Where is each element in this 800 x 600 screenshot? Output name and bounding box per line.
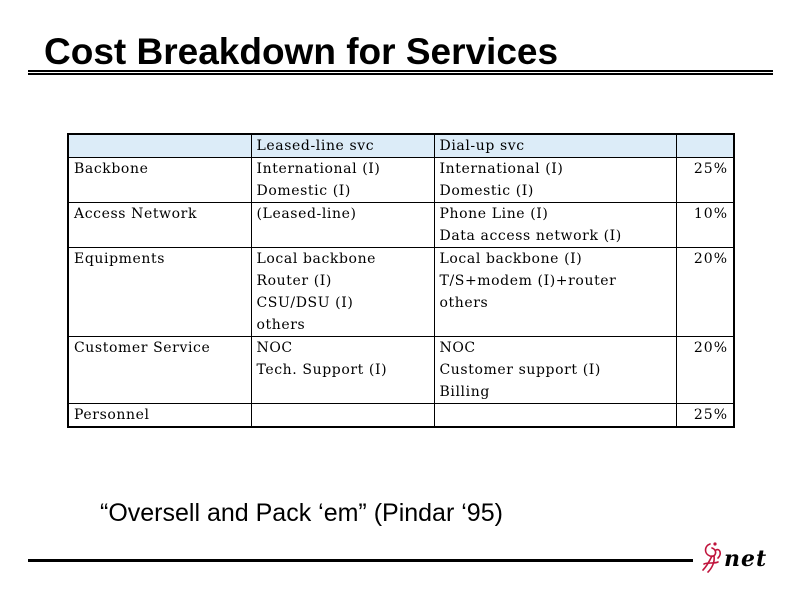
table-row	[68, 248, 734, 271]
percent-cell	[676, 359, 734, 381]
footer-rule	[28, 559, 693, 562]
percent-cell	[676, 225, 734, 248]
percent-cell: 20%	[676, 337, 734, 360]
percent-cell	[676, 270, 734, 292]
dial-up-cell: NOC	[434, 337, 676, 360]
category-cell	[68, 225, 251, 248]
category-cell: Personnel	[68, 404, 251, 428]
quote-text: “Oversell and Pack ‘em” (Pindar ‘95)	[100, 499, 503, 527]
table-header-row	[68, 134, 734, 158]
table-row	[68, 158, 734, 181]
percent-cell	[676, 292, 734, 314]
dial-up-cell: International (I)	[434, 158, 676, 181]
dial-up-cell: Domestic (I)	[434, 180, 676, 203]
table-row	[68, 292, 734, 314]
leased-line-cell: International (I)	[251, 158, 434, 181]
percent-cell: 20%	[676, 248, 734, 271]
category-cell	[68, 180, 251, 203]
header-cell-leased-line: Leased-line svc	[251, 134, 434, 158]
dial-up-cell: Data access network (I)	[434, 225, 676, 248]
slide-title: Cost Breakdown for Services	[44, 31, 559, 72]
header-cell-percent	[676, 134, 734, 158]
category-cell	[68, 359, 251, 381]
header-cell-category	[68, 134, 251, 158]
table-row	[68, 180, 734, 203]
leased-line-cell	[251, 404, 434, 428]
dial-up-cell: Customer support (I)	[434, 359, 676, 381]
leased-line-cell: (Leased-line)	[251, 203, 434, 226]
table-row	[68, 381, 734, 404]
table-row	[68, 404, 734, 428]
percent-cell: 25%	[676, 158, 734, 181]
leased-line-cell	[251, 225, 434, 248]
leased-line-cell	[251, 381, 434, 404]
table-row	[68, 270, 734, 292]
leased-line-cell: CSU/DSU (I)	[251, 292, 434, 314]
category-cell	[68, 381, 251, 404]
dial-up-cell: Billing	[434, 381, 676, 404]
table-row	[68, 203, 734, 226]
category-cell	[68, 292, 251, 314]
leased-line-cell: Router (I)	[251, 270, 434, 292]
dial-up-cell: T/S+modem (I)+router	[434, 270, 676, 292]
leased-line-cell: Local backbone	[251, 248, 434, 271]
table-row	[68, 359, 734, 381]
leased-line-cell: Domestic (I)	[251, 180, 434, 203]
category-cell: Customer Service	[68, 337, 251, 360]
dial-up-cell: others	[434, 292, 676, 314]
table-row	[68, 337, 734, 360]
dial-up-cell: Local backbone (I)	[434, 248, 676, 271]
leased-line-cell: Tech. Support (I)	[251, 359, 434, 381]
logo-text: net	[724, 546, 768, 572]
percent-cell	[676, 314, 734, 337]
category-cell: Access Network	[68, 203, 251, 226]
percent-cell	[676, 381, 734, 404]
dial-up-cell	[434, 314, 676, 337]
category-cell	[68, 270, 251, 292]
dial-up-cell: Phone Line (I)	[434, 203, 676, 226]
category-cell	[68, 314, 251, 337]
dial-up-cell	[434, 404, 676, 428]
leased-line-cell: NOC	[251, 337, 434, 360]
percent-cell: 10%	[676, 203, 734, 226]
percent-cell	[676, 180, 734, 203]
table-row	[68, 225, 734, 248]
category-cell: Backbone	[68, 158, 251, 181]
table-row	[68, 314, 734, 337]
percent-cell: 25%	[676, 404, 734, 428]
cost-breakdown-table	[67, 133, 735, 428]
category-cell: Equipments	[68, 248, 251, 271]
header-cell-dial-up: Dial-up svc	[434, 134, 676, 158]
leased-line-cell: others	[251, 314, 434, 337]
title-underline	[28, 70, 773, 75]
